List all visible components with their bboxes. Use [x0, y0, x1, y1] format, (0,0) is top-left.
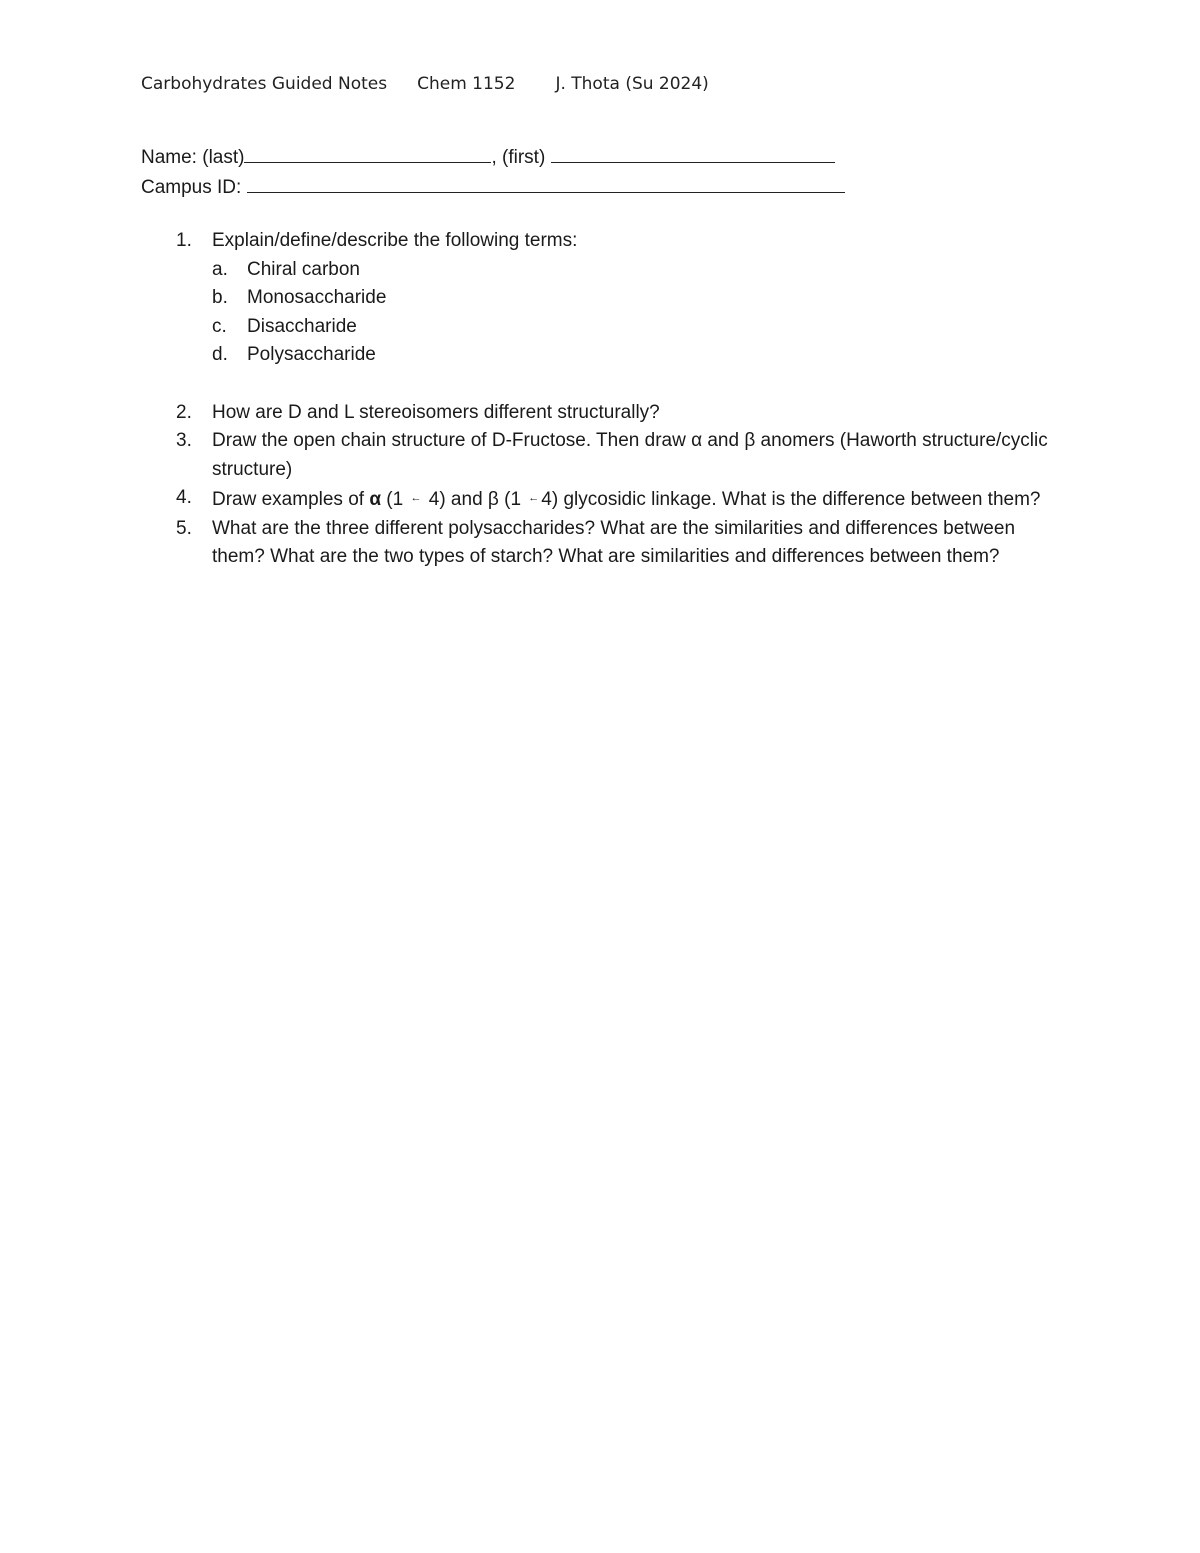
- term-letter: c.: [212, 315, 227, 337]
- question-number: 2.: [176, 401, 192, 423]
- question-text: Draw the open chain structure of D-Fructose. Then draw α and β anomers (Haworth structure/cyclic structure): [212, 430, 1048, 480]
- question-text: What are the three different polysaccharides? What are the similarities and differences between them? What are the two types of starch? What are similarities and differences between them?: [212, 517, 1016, 567]
- term-item: [212, 313, 1061, 342]
- campus-id-label: Campus ID:: [141, 177, 247, 198]
- student-fields: [141, 142, 845, 202]
- header-course: Chem 1152: [417, 74, 516, 94]
- first-name-blank[interactable]: [551, 142, 835, 163]
- name-last-label: Name: (last): [141, 147, 245, 168]
- term-text: Disaccharide: [247, 315, 357, 337]
- question-number: 5.: [176, 517, 192, 539]
- last-name-blank[interactable]: [244, 142, 491, 163]
- header-author: J. Thota (Su 2024): [555, 74, 709, 94]
- question-text: [212, 484, 1061, 515]
- alpha-symbol: α: [369, 489, 382, 510]
- term-text: Chiral carbon: [247, 258, 360, 280]
- header-title: Carbohydrates Guided Notes: [141, 74, 388, 94]
- left-arrow-icon: ←: [528, 492, 540, 504]
- campus-id-blank[interactable]: [247, 172, 845, 193]
- term-text: Polysaccharide: [247, 344, 376, 365]
- term-letter: a.: [212, 258, 228, 280]
- question-text-part: Draw examples of: [212, 489, 370, 510]
- term-letter: d.: [212, 344, 228, 365]
- question-number: 1.: [176, 230, 192, 251]
- question-text: How are D and L stereoisomers different structurally?: [212, 401, 660, 423]
- question-1: [141, 227, 1061, 370]
- campus-id-line: [141, 172, 845, 202]
- question-text: Explain/define/describe the following terms:: [212, 230, 578, 251]
- left-arrow-icon: ←: [410, 492, 422, 504]
- question-text-part: (1: [381, 489, 409, 510]
- question-number: 3.: [176, 430, 192, 451]
- term-item: [212, 341, 1061, 370]
- question-3: [141, 427, 1061, 484]
- term-text: Monosaccharide: [247, 287, 387, 308]
- term-item: [212, 256, 1061, 285]
- question-number: 4.: [176, 487, 192, 508]
- list-spacer: [141, 370, 1061, 399]
- question-5: [141, 515, 1061, 572]
- question-list: [141, 227, 1061, 572]
- question-text-part: 4) glycosidic linkage. What is the difference between them?: [541, 489, 1041, 510]
- document-header: [141, 74, 709, 94]
- name-line: [141, 142, 845, 172]
- question-2: [141, 399, 1061, 428]
- name-first-label: , (first): [491, 147, 551, 168]
- term-letter: b.: [212, 287, 228, 308]
- question-4: [141, 484, 1061, 515]
- term-item: [212, 284, 1061, 313]
- question-text-part: 4) and β (1: [423, 489, 527, 510]
